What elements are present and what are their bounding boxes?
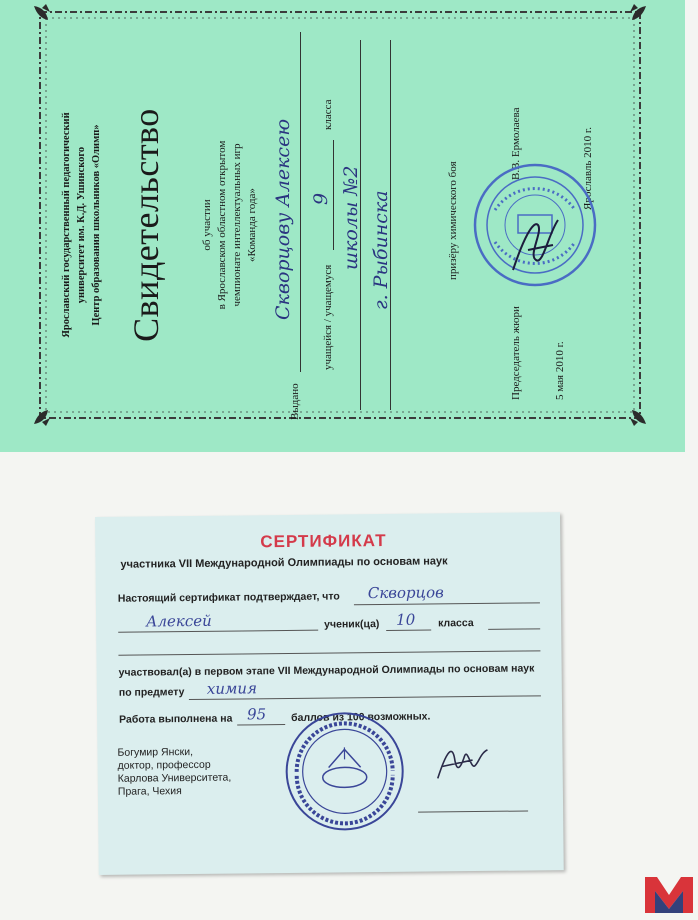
city-year: Ярославль 2010 г.	[582, 127, 594, 210]
certificate-subtitle: участника VII Международной Олимпиады по основам наук	[120, 555, 448, 571]
olympiad-seal-stamp	[282, 709, 408, 835]
handwritten-score: 95	[246, 705, 267, 724]
subject-label: по предмету	[118, 686, 185, 699]
handwritten-name: Скворцову Алексею	[272, 118, 294, 320]
chair-signature	[508, 210, 568, 280]
chair-label: Председатель жюри	[510, 306, 522, 400]
issue-date: 5 мая 2010 г.	[554, 341, 566, 400]
signer-line-3: Карлова Университета,	[117, 771, 232, 785]
handwritten-subject: химия	[206, 679, 258, 698]
signer-line-1: Богумир Янски,	[117, 745, 194, 759]
signature-line	[418, 810, 528, 812]
surname-line	[354, 602, 540, 605]
student-label: учащейся / учащемуся	[322, 264, 334, 370]
about-line-1: об участии	[201, 199, 213, 251]
blue-certificate	[95, 512, 564, 875]
class-trailing-line	[488, 628, 540, 630]
professor-signature	[432, 738, 493, 789]
grade-line	[333, 140, 334, 250]
green-certificate	[0, 0, 685, 452]
score-line	[237, 724, 285, 726]
handwritten-city: г. Рыбинска	[370, 190, 392, 310]
handwritten-first-name: Алексей	[146, 611, 212, 631]
about-line-4: «Команда года»	[246, 188, 258, 262]
grade-line	[386, 629, 431, 630]
handwritten-grade: 9	[310, 192, 332, 205]
about-line-2: в Ярославском областном открытом	[216, 140, 228, 310]
signer-line-4: Прага, Чехия	[117, 785, 182, 798]
certificate-title: СЕРТИФИКАТ	[260, 530, 387, 552]
about-line-3: чемпионате интеллектуальных игр	[231, 143, 243, 307]
class-label: класса	[322, 99, 334, 130]
chair-name: В.В. Ермолаева	[510, 107, 522, 180]
org-line-3: Центр образования школьников «Олимп»	[91, 124, 102, 326]
award-text: призёру химического боя	[447, 161, 459, 280]
class-label: класса	[438, 617, 474, 630]
name-line	[300, 32, 301, 372]
work-label: Работа выполнена на	[119, 712, 233, 726]
certificate-title: Свидетельство	[126, 108, 166, 342]
issued-label: Выдано	[289, 383, 301, 420]
org-line-1: Ярославский государственный педагогический	[61, 112, 72, 338]
signer-line-2: доктор, профессор	[117, 758, 211, 772]
org-line-2: университет им. К.Д. Ушинского	[76, 146, 87, 304]
confirm-label: Настоящий сертификат подтверждает, что	[117, 590, 340, 605]
blank-line	[118, 650, 540, 655]
participation-text: участвовал(а) в первом этапе VII Международной Олимпиады по основам наук	[118, 662, 535, 679]
handwritten-grade: 10	[395, 610, 416, 629]
student-label: ученик(ца)	[324, 618, 380, 631]
m-logo-icon	[643, 873, 695, 915]
handwritten-school: школы №2	[340, 165, 362, 270]
handwritten-surname: Скворцов	[367, 583, 444, 603]
score-suffix: баллов из 100 возможных.	[291, 710, 431, 724]
